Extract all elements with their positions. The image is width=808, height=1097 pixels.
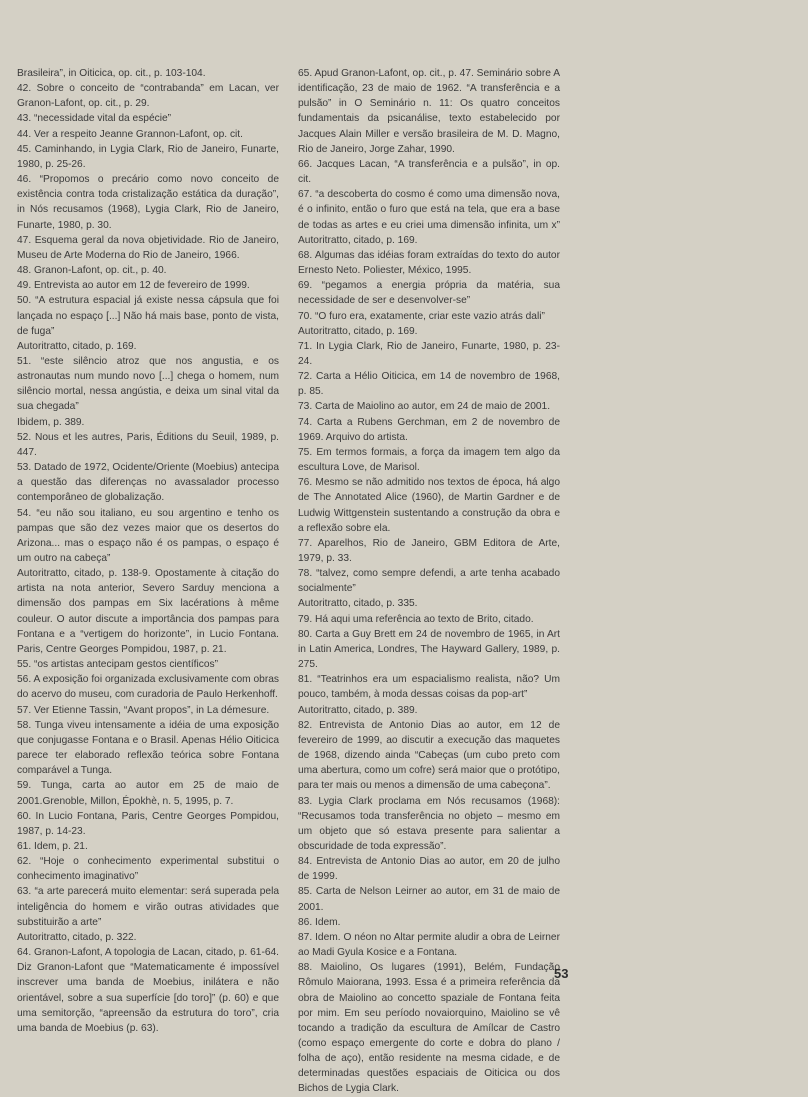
footnote: 80. Carta a Guy Brett em 24 de novembro de 1965, in Art in Latin America, Londres, The Hayward Gallery, 1989, p. 275. [298, 628, 560, 671]
footnote: Autoritratto, citado, p. 169. [17, 340, 137, 352]
footnote: 42. Sobre o conceito de “contrabanda” em Lacan, ver Granon-Lafont, op. cit., p. 29. [17, 83, 279, 110]
footnote: 47. Esquema geral da nova objetividade. Rio de Janeiro, Museu de Arte Moderna do Rio de Janeiro, 1966. [17, 234, 279, 261]
footnote: 83. Lygia Clark proclama em Nós recusamos (1968): “Recusamos toda transferência no objeto – mesmo em um objeto que só estava presente para salientar a obscuridade de toda expressão”. [298, 795, 560, 852]
footnote: 56. A exposição foi organizada exclusivamente com obras do acervo do museu, com curadoria de Paulo Herkenhoff. [17, 674, 279, 701]
footnote: 46. “Propomos o precário como novo conceito de existência contra toda cristalização estática da duração”, in Nós recusamos (1968), Lygia Clark, Rio de Janeiro, Funarte, 1980, p. 30. [17, 174, 279, 231]
footnote: 66. Jacques Lacan, “A transferência e a pulsão”, in op. cit. [298, 158, 560, 186]
footnote: Autoritratto, citado, p. 335. [298, 598, 418, 610]
footnote: 54. “eu não sou italiano, eu sou argentino e tenho os pampas que são dez vezes maior que os desertos do Arizona... mas o espaço não é os pampas, o espaço é um outro na cabeça” [17, 507, 279, 564]
footnote: 76. Mesmo se não admitido nos textos de época, há algo de The Annotated Alice (1960), de Martin Gardner e de Ludwig Wittgenstein sustentando a construção da obra e a reflexão sobre ela. [298, 477, 560, 534]
footnote: 44. Ver a respeito Jeanne Grannon-Lafont, op. cit. [17, 128, 243, 140]
footnote: 64. Granon-Lafont, A topologia de Lacan, citado, p. 61-64. Diz Granon-Lafont que “Matematicamente é impossível inscrever uma banda de Moebius, inilátera e não orientável, sobre a sua superfície [do toro]” (p. 60) e que uma semitorção, “apreensão da estrutura do toro”, cria uma banda de Moebius (p. 63). [17, 947, 279, 1034]
footnote: 73. Carta de Maiolino ao autor, em 24 de maio de 2001. [298, 401, 551, 413]
footnote: 70. “O furo era, exatamente, criar este vazio atrás dali” [298, 310, 545, 322]
footnote: 59. Tunga, carta ao autor em 25 de maio de 2001.Grenoble, Millon, Épokhè, n. 5, 1995, p. 7. [17, 780, 279, 807]
footnote: 52. Nous et les autres, Paris, Éditions du Seuil, 1989, p. 447. [17, 431, 279, 458]
footnote: 74. Carta a Rubens Gerchman, em 2 de novembro de 1969. Arquivo do artista. [298, 416, 560, 443]
footnote: 79. Há aqui uma referência ao texto de Brito, citado. [298, 613, 534, 625]
footnote: 51. “este silêncio atroz que nos angustia, e os astronautas num mundo novo [...] chega o homem, num silêncio mortal, nessa angústia, e deixa um sinal vital da sua chegada” [17, 355, 279, 413]
footnote: Autoritratto, citado, p. 322. [17, 931, 137, 943]
footnote: 53. Datado de 1972, Ocidente/Oriente (Moebius) antecipa a questão das diferenças no avassalador processo contemporâneo de globalização. [17, 462, 279, 504]
footnote: 86. Idem. [298, 916, 341, 928]
footnote: 88. Maiolino, Os lugares (1991), Belém, Fundação Rômulo Maiorana, 1993. Essa é a primeira referência da obra de Maiolino ao concetto spaziale de Fontana feita por mim. Em seu período novaiorquino, Maiolino se vê tocando a tradição da escultura de Amílcar de Castro (como espaço emergente do corte e dobra do plano / folha de aço), então residente na mesma cidade, e de determinadas questões espaciais de Oiticica ou dos Bichos de Lygia Clark. [298, 962, 560, 1095]
footnote: 72. Carta a Hélio Oiticica, em 14 de novembro de 1968, p. 85. [298, 371, 560, 398]
footnote: 49. Entrevista ao autor em 12 de fevereiro de 1999. [17, 280, 250, 292]
footnote: 60. In Lucio Fontana, Paris, Centre Georges Pompidou, 1987, p. 14-23. [17, 810, 279, 837]
footnote: 84. Entrevista de Antonio Dias ao autor, em 20 de julho de 1999. [298, 856, 560, 883]
footnote: 58. Tunga viveu intensamente a idéia de uma exposição que conjugasse Fontana e o Brasil. Apenas Hélio Oiticica parece ter elaborado reflexão teórica sobre Fontana comparável a Tunga. [17, 719, 279, 777]
footnote: Brasileira”, in Oiticica, op. cit., p. 103-104. [17, 68, 206, 79]
footnote: Autoritratto, citado, p. 389. [298, 704, 418, 716]
footnote: 85. Carta de Nelson Leirner ao autor, em 31 de maio de 2001. [298, 886, 560, 913]
footnote: Ibidem, p. 389. [17, 416, 85, 428]
footnote: 78. “talvez, como sempre defendi, a arte tenha acabado socialmente” [298, 568, 560, 595]
footnote: 67. “a descoberta do cosmo é como uma dimensão nova, é o infinito, então o furo que está na tela, que era a base de todas as artes e eu criei uma dimensão infinita, um x” Autoritratto, citado, p. 169. [298, 189, 560, 246]
footnote: 68. Algumas das idéias foram extraídas do texto do autor Ernesto Neto. Poliester, México, 1995. [298, 249, 560, 277]
notes-column-left [17, 66, 279, 1036]
footnote: 63. “a arte parecerá muito elementar: será superada pela inteligência do homem e virão outras atividades que substituirão a arte” [17, 886, 279, 928]
footnote: 75. Em termos formais, a força da imagem tem algo da escultura Love, de Marisol. [298, 446, 560, 474]
footnote: 81. “Teatrinhos era um espacialismo realista, não? Um pouco, também, à moda dessas coisas da pop-art” [298, 674, 560, 701]
footnote: 65. Apud Granon-Lafont, op. cit., p. 47. Seminário sobre A identificação, 23 de maio de 1962. “A transferência e a pulsão” in O Seminário n. 11: Os quatro conceitos fundamentais da psicanálise, texto estabelecido por Jacques Alain Miller e versão brasileira de M. D. Magno, Rio de Janeiro, Jorge Zahar, 1990. [298, 68, 560, 155]
notes-column-right [298, 66, 560, 1097]
footnote: 62. “Hoje o conhecimento experimental substitui o conhecimento imaginativo” [17, 856, 279, 883]
footnote: 43. “necessidade vital da espécie” [17, 113, 172, 125]
footnote: 77. Aparelhos, Rio de Janeiro, GBM Editora de Arte, 1979, p. 33. [298, 537, 560, 564]
footnote: 45. Caminhando, in Lygia Clark, Rio de Janeiro, Funarte, 1980, p. 25-26. [17, 143, 279, 170]
footnote: Autoritratto, citado, p. 138-9. Opostamente à citação do artista na nota anterior, Severo Sarduy menciona a dimensão dos pampas em Six lacérations à même couleur. O autor discute a importância dos pampas para Fontana e a “vertigem do horizonte”, in Lucio Fontana. Paris, Centre Georges Pompidou, 1987, p. 21. [17, 568, 279, 655]
page-number: 53 [554, 966, 569, 981]
footnote: 55. “os artistas antecipam gestos científicos” [17, 659, 219, 671]
footnote: 69. “pegamos a energia própria da matéria, sua necessidade de ser e desenvolver-se” [298, 280, 560, 307]
footnote: 57. Ver Etienne Tassin, “Avant propos”, in La démesure. [17, 704, 270, 716]
footnote: Autoritratto, citado, p. 169. [298, 325, 418, 337]
footnote: 48. Granon-Lafont, op. cit., p. 40. [17, 265, 167, 277]
footnote: 50. “A estrutura espacial já existe nessa cápsula que foi lançada no espaço [...] Não há mais base, ponto de vista, de fuga” [17, 295, 279, 337]
footnote: 71. In Lygia Clark, Rio de Janeiro, Funarte, 1980, p. 23-24. [298, 340, 560, 367]
footnote: 82. Entrevista de Antonio Dias ao autor, em 12 de fevereiro de 1999, ao discutir a execução das maquetes de 1968, dizendo ainda “Cabeças (um cubo preto com uma abertura, como um cofre) será maior que o protótipo, para ter mais ou menos a dimensão de uma cabeçona”. [298, 719, 560, 792]
footnote: 87. Idem. O néon no Altar permite aludir a obra de Leirner ao Madi Gyula Kosice e a Fontana. [298, 931, 560, 959]
footnote: 61. Idem, p. 21. [17, 840, 88, 852]
